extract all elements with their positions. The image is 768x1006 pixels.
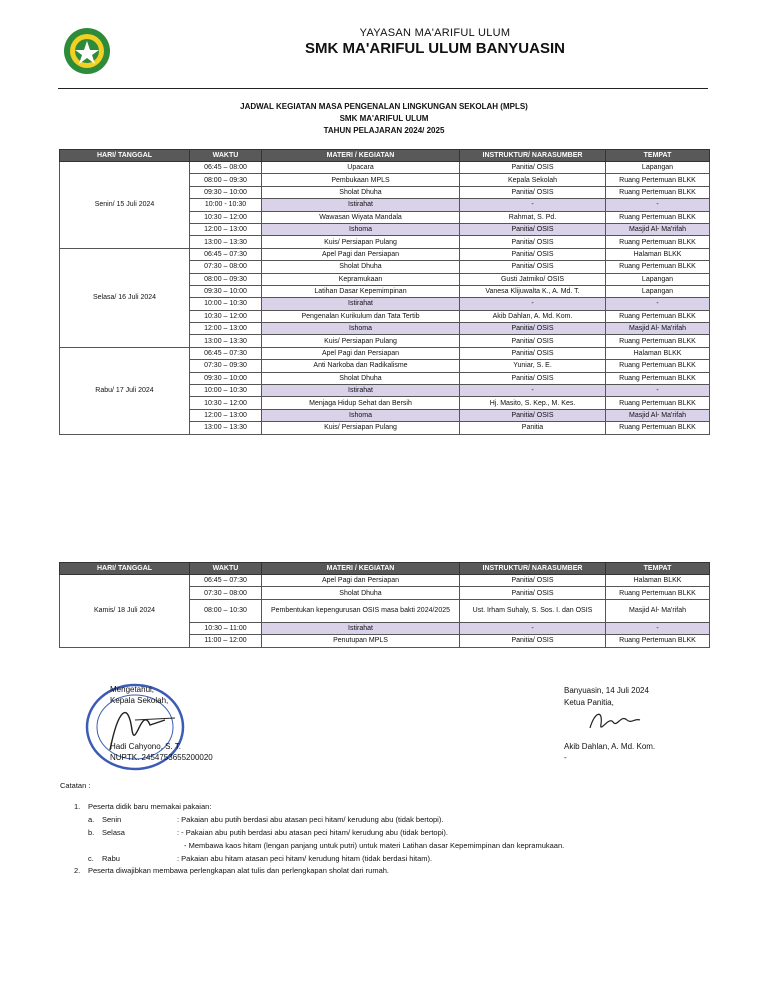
activity-cell: Menjaga Hidup Sehat dan Bersih [262,397,460,409]
table-row [60,347,710,359]
instructor-cell: Panitia/ OSIS [460,248,606,260]
location-cell: Ruang Pertemuan BLKK [606,360,710,372]
activity-cell: Sholat Dhuha [262,372,460,384]
activity-cell: Istirahat [262,298,460,310]
instructor-cell: Panitia/ OSIS [460,162,606,174]
activity-cell: Kuis/ Persiapan Pulang [262,335,460,347]
activity-cell: Anti Narkoba dan Radikalisme [262,360,460,372]
note-b-letter: b. [88,828,95,837]
activity-cell: Latihan Dasar Kepemimpinan [262,285,460,297]
instructor-cell: Kepala Sekolah [460,174,606,186]
note-b-text-2: - Membawa kaos hitam (lengan panjang untuk putri) untuk materi Latihan dasar Kepemimpinan dan kepramukaan. [184,841,565,850]
note-1-text: Peserta didik baru memakai pakaian: [88,802,212,811]
instructor-cell: Akib Dahlan, A. Md. Kom. [460,310,606,322]
activity-cell: Istirahat [262,385,460,397]
location-cell: Masjid Al- Ma'rifah [606,409,710,421]
time-cell: 07:30 – 09:30 [190,360,262,372]
day-cell: Rabu/ 17 Juli 2024 [60,347,190,434]
location-cell: Masjid Al- Ma'rifah [606,599,710,622]
place-date: Banyuasin, 14 Juli 2024 [564,686,649,695]
column-header: MATERI / KEGIATAN [262,563,460,575]
location-cell: - [606,298,710,310]
instructor-cell: Gusti Jatmiko/ OSIS [460,273,606,285]
activity-cell: Apel Pagi dan Persiapan [262,347,460,359]
instructor-cell: - [460,199,606,211]
location-cell: Ruang Pertemuan BLKK [606,635,710,647]
location-cell: Ruang Pertemuan BLKK [606,236,710,248]
note-2-number: 2. [74,866,81,875]
column-header: TEMPAT [606,563,710,575]
instructor-cell: Ust. Irham Suhaly, S. Sos. I. dan OSIS [460,599,606,622]
location-cell: Ruang Pertemuan BLKK [606,310,710,322]
column-header: INSTRUKTUR/ NARASUMBER [460,150,606,162]
time-cell: 11:00 – 12:00 [190,635,262,647]
note-a-letter: a. [88,815,95,824]
location-cell: Halaman BLKK [606,575,710,587]
location-cell: Ruang Pertemuan BLKK [606,174,710,186]
foundation-name: YAYASAN MA'ARIFUL ULUM [359,27,511,39]
column-header: WAKTU [190,563,262,575]
instructor-cell: Yuniar, S. E. [460,360,606,372]
location-cell: Ruang Pertemuan BLKK [606,397,710,409]
table-row [60,162,710,174]
instructor-cell: - [460,298,606,310]
activity-cell: Ishoma [262,323,460,335]
location-cell: - [606,622,710,634]
activity-cell: Apel Pagi dan Persiapan [262,248,460,260]
note-a-text: : Pakaian abu putih berdasi abu atasan peci hitam/ kerudung abu (tidak bertopi). [177,815,444,824]
activity-cell: Istirahat [262,622,460,634]
time-cell: 10:30 – 11:00 [190,622,262,634]
time-cell: 06:45 – 07:30 [190,248,262,260]
note-2-text: Peserta diwajibkan membawa perlengkapan alat tulis dan perlengkapan sholat dari rumah. [88,866,390,875]
location-cell: Ruang Pertemuan BLKK [606,422,710,434]
time-cell: 06:45 – 07:30 [190,575,262,587]
instructor-cell: Panitia/ OSIS [460,575,606,587]
note-c-letter: c. [88,854,94,863]
instructor-cell: Panitia/ OSIS [460,587,606,599]
day-cell: Senin/ 15 Juli 2024 [60,162,190,249]
instructor-cell: - [460,622,606,634]
activity-cell: Apel Pagi dan Persiapan [262,575,460,587]
activity-cell: Istirahat [262,199,460,211]
location-cell: Lapangan [606,162,710,174]
instructor-cell: - [460,385,606,397]
note-b-day: Selasa [102,828,125,837]
principal-signature-block [80,680,230,775]
column-header: HARI/ TANGGAL [60,563,190,575]
header-divider [58,88,708,89]
location-cell: - [606,385,710,397]
time-cell: 12:00 – 13:00 [190,323,262,335]
time-cell: 06:45 – 08:00 [190,162,262,174]
committee-role: Ketua Panitia, [564,698,614,707]
notes-heading: Catatan : [60,781,91,790]
location-cell: Lapangan [606,285,710,297]
activity-cell: Penutupan MPLS [262,635,460,647]
activity-cell: Kuis/ Persiapan Pulang [262,422,460,434]
time-cell: 13:00 – 13:30 [190,422,262,434]
time-cell: 10:30 – 12:00 [190,310,262,322]
activity-cell: Kuis/ Persiapan Pulang [262,236,460,248]
table-row [60,575,710,587]
instructor-cell: Panitia/ OSIS [460,323,606,335]
document-subtitle-year: TAHUN PELAJARAN 2024/ 2025 [323,126,445,135]
location-cell: Ruang Pertemuan BLKK [606,587,710,599]
location-cell: Halaman BLKK [606,248,710,260]
activity-cell: Ishoma [262,409,460,421]
school-name: SMK MA'ARIFUL ULUM BANYUASIN [305,40,565,57]
time-cell: 09:30 – 10:00 [190,285,262,297]
activity-cell: Sholat Dhuha [262,186,460,198]
instructor-cell: Panitia/ OSIS [460,335,606,347]
document-title: JADWAL KEGIATAN MASA PENGENALAN LINGKUNGAN SEKOLAH (MPLS) [240,102,528,111]
activity-cell: Wawasan Wiyata Mandala [262,211,460,223]
day-cell: Kamis/ 18 Juli 2024 [60,575,190,648]
time-cell: 12:00 – 13:00 [190,223,262,235]
schedule-table-2 [59,562,710,648]
location-cell: Halaman BLKK [606,347,710,359]
time-cell: 08:00 – 10:30 [190,599,262,622]
time-cell: 10:00 - 10:30 [190,199,262,211]
instructor-cell: Hj. Masito, S. Kep., M. Kes. [460,397,606,409]
instructor-cell: Panitia/ OSIS [460,635,606,647]
column-header: MATERI / KEGIATAN [262,150,460,162]
time-cell: 08:00 – 09:30 [190,273,262,285]
activity-cell: Upacara [262,162,460,174]
activity-cell: Pembukaan MPLS [262,174,460,186]
column-header: WAKTU [190,150,262,162]
instructor-cell: Panitia/ OSIS [460,372,606,384]
chair-signature-icon [585,706,645,736]
time-cell: 10:00 – 10:30 [190,298,262,310]
committee-chair-id: - [564,753,567,762]
committee-chair-name: Akib Dahlan, A. Md. Kom. [564,742,656,751]
location-cell: Ruang Pertemuan BLKK [606,335,710,347]
day-cell: Selasa/ 16 Juli 2024 [60,248,190,347]
column-header: INSTRUKTUR/ NARASUMBER [460,563,606,575]
principal-name: Hadi Cahyono, S. T. [110,742,182,751]
location-cell: - [606,199,710,211]
note-b-text: : - Pakaian abu putih berdasi abu atasan peci hitam/ kerudung abu (tidak bertopi). [177,828,449,837]
location-cell: Ruang Pertemuan BLKK [606,211,710,223]
instructor-cell: Panitia/ OSIS [460,186,606,198]
time-cell: 06:45 – 07:30 [190,347,262,359]
activity-cell: Pembentukan kepengurusan OSIS masa bakti 2024/2025 [262,599,460,622]
instructor-cell: Panitia [460,422,606,434]
time-cell: 08:00 – 09:30 [190,174,262,186]
sign-left-line2: Kepala Sekolah, [110,696,169,705]
time-cell: 13:00 – 13:30 [190,335,262,347]
note-1-number: 1. [74,802,81,811]
activity-cell: Sholat Dhuha [262,261,460,273]
note-a-day: Senin [102,815,122,824]
activity-cell: Ishoma [262,223,460,235]
instructor-cell: Panitia/ OSIS [460,409,606,421]
activity-cell: Kepramukaan [262,273,460,285]
schedule-table-1 [59,149,710,435]
instructor-cell: Panitia/ OSIS [460,223,606,235]
time-cell: 09:30 – 10:00 [190,186,262,198]
instructor-cell: Panitia/ OSIS [460,236,606,248]
sign-left-line1: Mengetahui, [110,685,155,694]
time-cell: 13:00 – 13:30 [190,236,262,248]
principal-id: NUPTK. 2454753655200020 [110,753,213,762]
instructor-cell: Panitia/ OSIS [460,347,606,359]
location-cell: Masjid Al- Ma'rifah [606,223,710,235]
time-cell: 07:30 – 08:00 [190,261,262,273]
table-row [60,248,710,260]
location-cell: Masjid Al- Ma'rifah [606,323,710,335]
column-header: HARI/ TANGGAL [60,150,190,162]
location-cell: Ruang Pertemuan BLKK [606,261,710,273]
time-cell: 10:00 – 10:30 [190,385,262,397]
time-cell: 10:30 – 12:00 [190,397,262,409]
time-cell: 09:30 – 10:00 [190,372,262,384]
activity-cell: Pengenalan Kurikulum dan Tata Tertib [262,310,460,322]
activity-cell: Sholat Dhuha [262,587,460,599]
time-cell: 07:30 – 08:00 [190,587,262,599]
instructor-cell: Rahmat, S. Pd. [460,211,606,223]
instructor-cell: Panitia/ OSIS [460,261,606,273]
location-cell: Lapangan [606,273,710,285]
note-c-day: Rabu [102,854,120,863]
document-subtitle-school: SMK MA'ARIFUL ULUM [339,114,429,123]
column-header: TEMPAT [606,150,710,162]
time-cell: 12:00 – 13:00 [190,409,262,421]
instructor-cell: Vanesa Klijuwalta K., A. Md. T. [460,285,606,297]
location-cell: Ruang Pertemuan BLKK [606,372,710,384]
note-c-text: : Pakaian abu hitam atasan peci hitam/ kerudung hitam (tidak berdasi hitam). [177,854,433,863]
time-cell: 10:30 – 12:00 [190,211,262,223]
location-cell: Ruang Pertemuan BLKK [606,186,710,198]
